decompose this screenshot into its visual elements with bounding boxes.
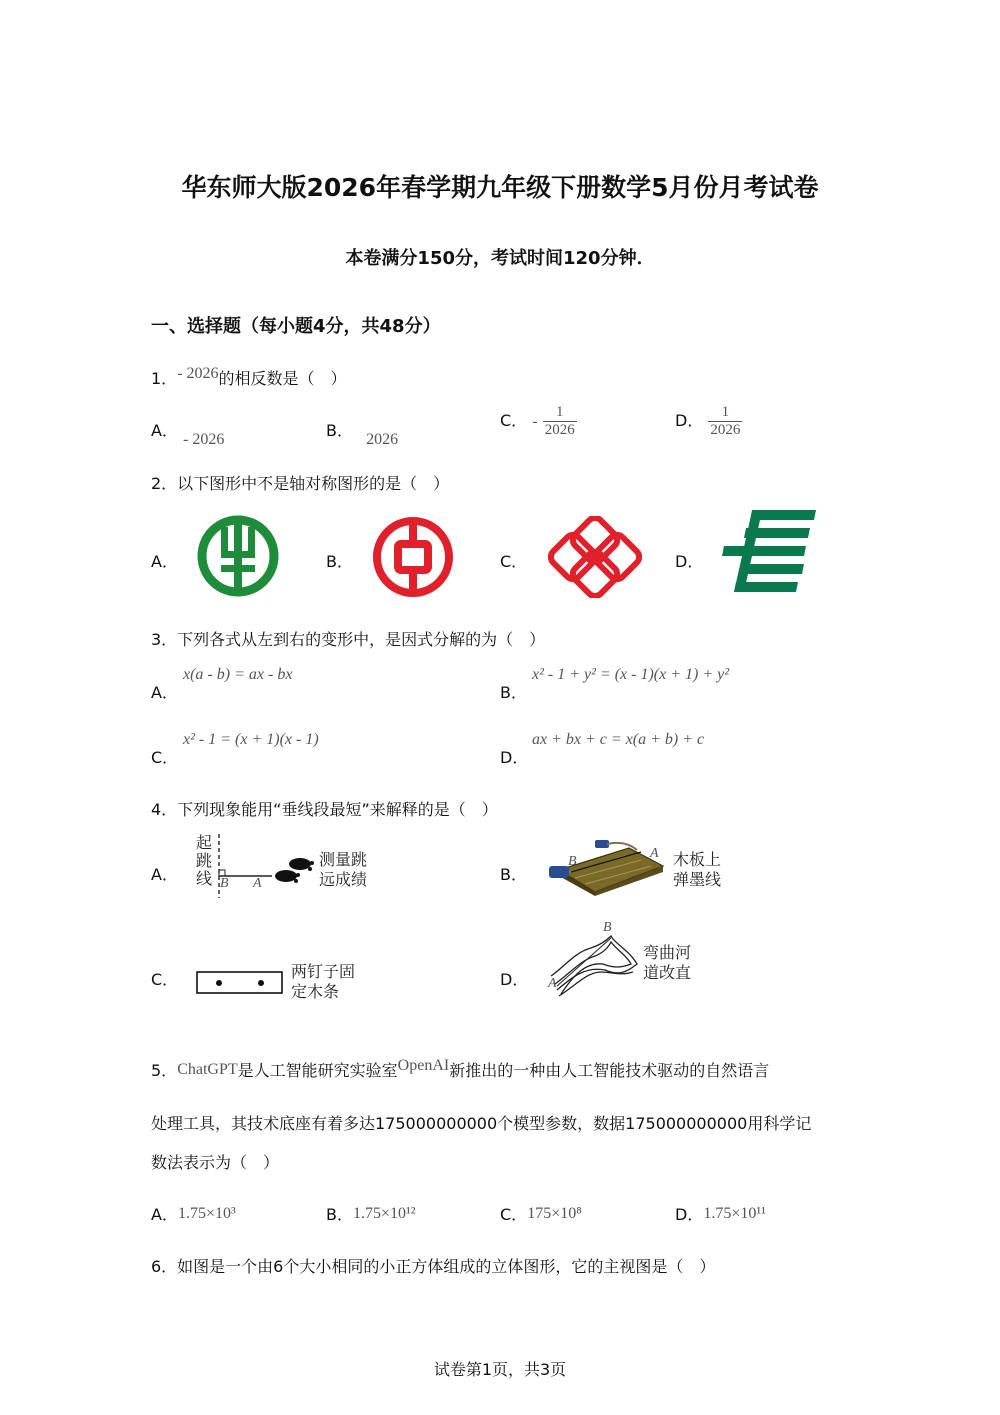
exam-subtitle: 本卷满分150分，考试时间120分钟． — [345, 248, 655, 269]
q3-option-a-label[interactable]: A． — [151, 683, 178, 702]
point-a-label: A — [650, 846, 659, 861]
question-2: 2．以下图形中不是轴对称图形的是（ ） — [151, 474, 450, 493]
fraction-denominator: 2026 — [544, 422, 575, 438]
q2-option-a-label[interactable]: A． — [151, 552, 178, 571]
math-expression: - 2026 — [177, 365, 219, 382]
option-label: D． — [675, 411, 704, 430]
point-b-label: B — [220, 876, 229, 891]
china-post-logo-icon[interactable] — [720, 506, 818, 598]
point-a-label: A — [253, 876, 262, 891]
q2-option-d-label[interactable]: D． — [675, 552, 704, 571]
q3-option-c-label[interactable]: C． — [151, 748, 179, 767]
question-5-line2: 处理工具，其技术底座有着多达175000000000个模型参数，数据175000000000用科学记 — [151, 1114, 812, 1133]
option-value: 1.75×10¹¹ — [703, 1205, 766, 1222]
question-number: 5． — [151, 1061, 178, 1080]
q2-option-b-label[interactable]: B． — [326, 552, 353, 571]
question-6: 6．如图是一个由6个大小相同的小正方体组成的立体图形，它的主视图是（ ） — [151, 1257, 716, 1276]
option-label: D． — [675, 1205, 704, 1224]
q4-d-caption-line1: 弯曲河 — [643, 943, 692, 962]
fraction-numerator: 1 — [555, 404, 564, 420]
point-b-label: B — [568, 854, 577, 869]
option-label: B． — [326, 421, 353, 440]
option-label: A． — [151, 421, 178, 440]
page-footer: 试卷第1页，共3页 — [433, 1360, 567, 1379]
q5-option-a[interactable] — [151, 1202, 236, 1225]
q5-option-d[interactable] — [675, 1202, 766, 1225]
q1-option-b[interactable] — [326, 418, 399, 448]
question-text: 新推出的一种由人工智能技术驱动的自然语言 — [449, 1061, 770, 1080]
question-text: 的相反数是（ ） — [218, 369, 347, 388]
q1-option-d[interactable] — [675, 404, 742, 439]
option-label: C． — [500, 411, 528, 430]
q4-option-a-label[interactable]: A． — [151, 865, 178, 884]
option-label: C． — [500, 1205, 528, 1224]
q5-option-b[interactable] — [326, 1202, 416, 1225]
q4-option-c-label[interactable]: C． — [151, 970, 179, 989]
q3-option-d-expression: ax + bx + c = x(a + b) + c — [532, 731, 705, 748]
q5-option-c[interactable] — [500, 1202, 582, 1225]
option-value: 175×10⁸ — [527, 1205, 582, 1222]
q4-b-caption-line1: 木板上 — [673, 850, 722, 869]
fraction-numerator: 1 — [721, 404, 730, 420]
agricultural-bank-logo-icon[interactable] — [195, 513, 281, 599]
fraction-sign: - — [532, 413, 538, 430]
q4-c-caption-line2: 定木条 — [291, 982, 340, 1001]
question-4: 4．下列现象能用“垂线段最短”来解释的是（ ） — [151, 800, 498, 819]
fraction — [543, 404, 577, 439]
china-unicom-knot-logo-icon[interactable] — [543, 516, 647, 598]
q3-option-d-label[interactable]: D． — [500, 748, 529, 767]
wooden-strip-two-nails-diagram — [195, 970, 285, 996]
question-5-line3: 数法表示为（ ） — [151, 1153, 280, 1172]
exam-title: 华东师大版2026年春学期九年级下册数学5月份月考试卷 — [181, 173, 819, 202]
chatgpt-term: ChatGPT — [177, 1061, 238, 1078]
q4-option-d-label[interactable]: D． — [500, 970, 529, 989]
openai-term: OpenAI — [397, 1057, 450, 1074]
q3-option-b-label[interactable]: B． — [500, 683, 527, 702]
q2-option-c-label[interactable]: C． — [500, 552, 528, 571]
point-a-label: A — [548, 976, 557, 991]
question-1 — [151, 366, 347, 389]
q4-a-caption-line2: 远成绩 — [319, 870, 368, 889]
fraction — [708, 404, 742, 439]
question-number: 1． — [151, 369, 178, 388]
q4-option-b-label[interactable]: B． — [500, 865, 527, 884]
q3-option-b-expression: x² - 1 + y² = (x - 1)(x + 1) + y² — [532, 666, 730, 683]
question-5-line1 — [151, 1058, 769, 1081]
option-value: 1.75×10³ — [177, 1205, 236, 1222]
winding-river-diagram — [545, 928, 641, 1002]
wooden-board-ink-line-diagram — [545, 836, 667, 896]
option-value: 2026 — [366, 431, 399, 448]
q3-option-a-expression: x(a - b) = ax - bx — [183, 666, 293, 683]
q4-c-caption-line1: 两钉子固 — [291, 962, 356, 981]
option-value: - 2026 — [183, 431, 225, 448]
fraction-denominator: 2026 — [710, 422, 741, 438]
question-3: 3．下列各式从左到右的变形中，是因式分解的为（ ） — [151, 630, 546, 649]
option-label: B． — [326, 1205, 353, 1224]
takeoff-line-label: 起跳线 — [196, 833, 213, 888]
option-value: 1.75×10¹² — [352, 1205, 416, 1222]
option-label: A． — [151, 1205, 178, 1224]
q4-d-caption-line2: 道改直 — [643, 963, 692, 982]
q3-option-c-expression: x² - 1 = (x + 1)(x - 1) — [183, 731, 319, 748]
question-text: 是人工智能研究实验室 — [237, 1061, 398, 1080]
section-heading: 一、选择题（每小题4分，共48分） — [151, 316, 441, 337]
q1-option-c[interactable] — [500, 404, 577, 439]
q4-b-caption-line2: 弹墨线 — [673, 870, 722, 889]
q1-option-a[interactable] — [151, 418, 225, 448]
q4-a-caption-line1: 测量跳 — [319, 850, 368, 869]
point-b-label: B — [603, 920, 612, 935]
bank-of-china-logo-icon[interactable] — [370, 514, 456, 600]
